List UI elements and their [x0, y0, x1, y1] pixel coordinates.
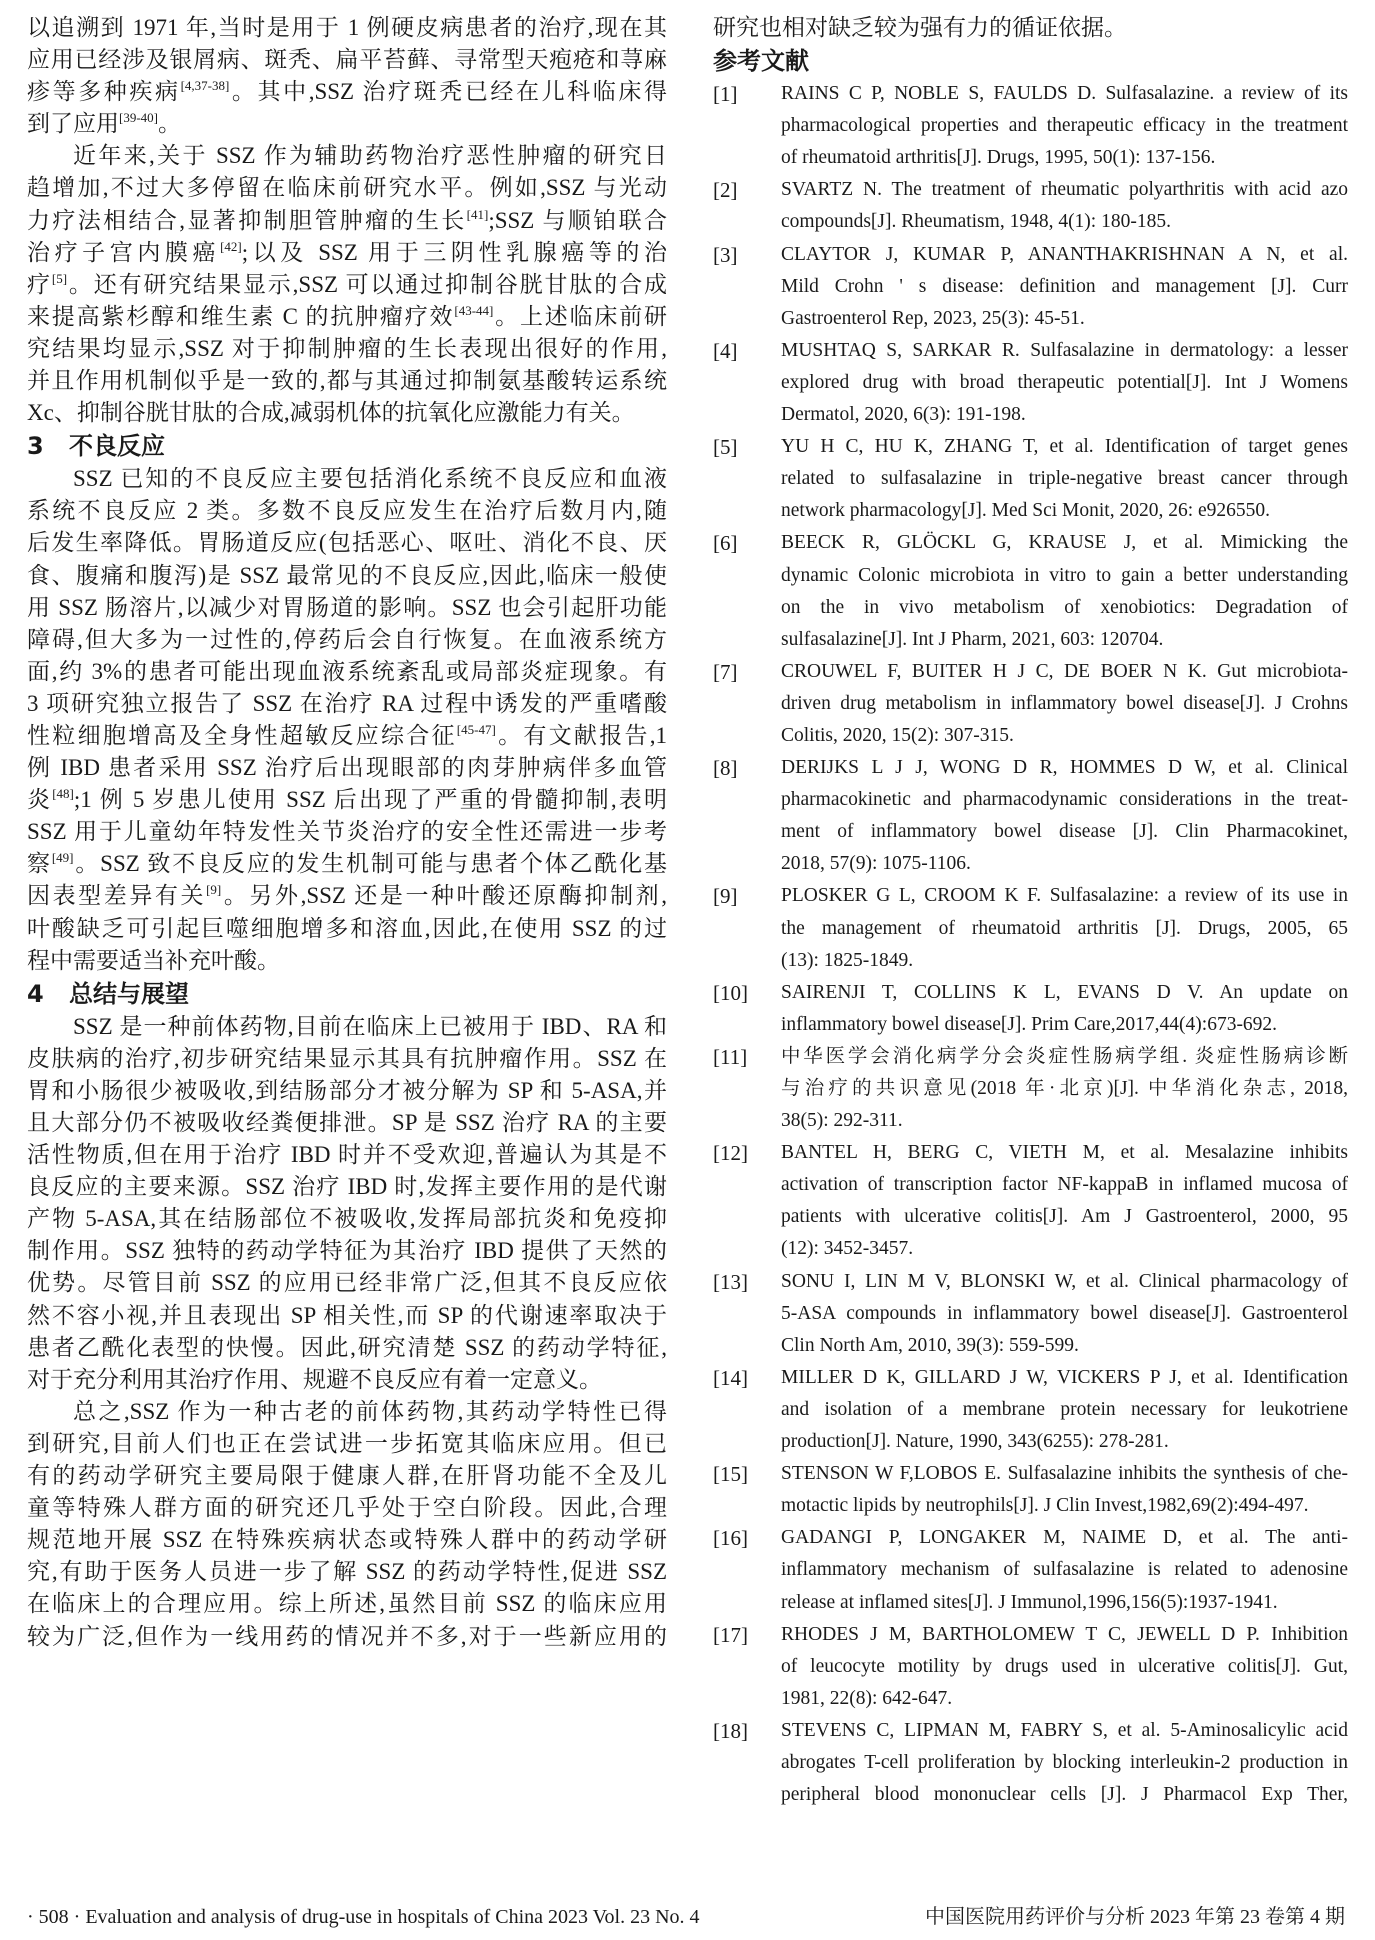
line-text: 到研究,目前人们也正在尝试进一步拓宽其临床应用。但已	[27, 1430, 667, 1456]
reference-item	[713, 335, 1348, 431]
reference-item	[713, 174, 1348, 238]
text-line	[27, 333, 667, 365]
line-text: 皮肤病的治疗,初步研究结果显示其具有抗肿瘤作用。SSZ 在	[27, 1045, 667, 1071]
line-text: 。另外,SSZ 还是一种叶酸还原酶抑制剂,	[221, 883, 668, 909]
line-text: 趋增加,不过大多停留在临床前研究水平。例如,SSZ 与光动	[27, 175, 667, 201]
line-text: 童等特殊人群方面的研究还几乎处于空白阶段。因此,合理	[27, 1495, 667, 1521]
line-text: 然不容小视,并且表现出 SP 相关性,而 SP 的代谢速率取决于	[27, 1302, 667, 1328]
text-line	[27, 592, 667, 624]
reference-line: PLOSKER G L, CROOM K F. Sulfasalazine: a review of its use in	[781, 885, 1348, 907]
line-text: 患者乙酰化表型的快慢。因此,研究清楚 SSZ 的药动学特征,	[27, 1334, 667, 1360]
reference-number: [10]	[713, 980, 748, 1005]
reference-number: [4]	[713, 338, 738, 363]
reference-number: [2]	[713, 178, 738, 203]
line-text: 障碍,但大多为一过性的,停药后会自行恢复。在血液系统方	[27, 626, 667, 652]
text-line	[27, 269, 667, 301]
line-text: 总之,SSZ 作为一种古老的前体药物,其药动学特性已得	[73, 1398, 667, 1424]
reference-line: MILLER D K, GILLARD J W, VICKERS P J, et al. Identification	[781, 1366, 1348, 1388]
line-text: 用 SSZ 肠溶片,以减少对胃肠道的影响。SSZ 也会引起肝功能	[27, 594, 667, 620]
text-line	[27, 1171, 667, 1203]
reference-line: on the in vivo metabolism of xenobiotics: Degradation of	[781, 596, 1348, 618]
text-line	[27, 301, 667, 333]
reference-item	[713, 1522, 1348, 1618]
line-text: 察	[27, 851, 52, 877]
text-line	[27, 1332, 667, 1364]
reference-line: CLAYTOR J, KUMAR P, ANANTHAKRISHNAN A N, et al.	[781, 243, 1348, 265]
text-line	[27, 1075, 667, 1107]
citation-link[interactable]: [9]	[206, 882, 222, 898]
reference-item	[713, 1715, 1348, 1811]
reference-line: pharmacological properties and therapeutic efficacy in the treatment	[781, 115, 1348, 137]
reference-line: pharmacokinetic and pharmacodynamic considerations in the treat-	[781, 789, 1348, 811]
text-line	[27, 140, 667, 172]
reference-item	[713, 239, 1348, 335]
reference-item	[713, 1362, 1348, 1458]
line-text: 性粒细胞增高及全身性超敏反应综合征	[27, 722, 457, 748]
line-text: 因表型差异有关	[27, 883, 207, 909]
reference-line: CROUWEL F, BUITER H J C, DE BOER N K. Gut microbiota-	[781, 660, 1348, 682]
reference-line: patients with ulcerative colitis[J]. Am J Gastroenterol, 2000, 95	[781, 1206, 1348, 1228]
paragraph	[27, 1011, 667, 1396]
line-text: ;SSZ 与顺铂联合	[488, 207, 667, 233]
reference-item	[713, 1041, 1348, 1137]
reference-line: (13): 1825-1849.	[781, 949, 914, 971]
section-number: 3	[27, 432, 44, 461]
line-text: 来提高紫杉醇和维生素 C 的抗肿瘤疗效	[27, 303, 455, 329]
line-text: 有的药动学研究主要局限于健康人群,在肝肾功能不全及儿	[27, 1463, 667, 1489]
line-text: 对于充分利用其治疗作用、规避不良反应有着一定意义。	[27, 1366, 602, 1392]
citation-link[interactable]: [43-44]	[454, 302, 494, 318]
line-text: 叶酸缺乏可引起巨噬细胞增多和溶血,因此,在使用 SSZ 的过	[27, 915, 667, 941]
reference-item	[713, 1458, 1348, 1522]
reference-line: 2018, 57(9): 1075-1106.	[781, 853, 971, 875]
line-text: 应用已经涉及银屑病、斑秃、扁平苔藓、寻常型天疱疮和荨麻	[27, 47, 667, 73]
right-column	[713, 12, 1348, 1811]
reference-item	[713, 656, 1348, 752]
citation-link[interactable]: [48]	[52, 786, 74, 802]
text-line	[27, 205, 667, 237]
line-text: 且大部分仍不被吸收经粪便排泄。SP 是 SSZ 治疗 RA 的主要	[27, 1110, 667, 1135]
text-line	[27, 1203, 667, 1235]
reference-line: SONU I, LIN M V, BLONSKI W, et al. Clinical pharmacology of	[781, 1270, 1348, 1292]
reference-number: [9]	[713, 884, 738, 909]
line-text: 。上述临床前研	[493, 303, 668, 329]
text-line	[27, 237, 667, 269]
text-line	[27, 720, 667, 752]
reference-line: BEECK R, GLÖCKL G, KRAUSE J, et al. Mimicking the	[781, 532, 1348, 554]
reference-list	[713, 78, 1348, 1811]
reference-line: activation of transcription factor NF-kappaB in inflamed mucosa of	[781, 1174, 1348, 1196]
reference-item	[713, 78, 1348, 174]
reference-number: [18]	[713, 1718, 748, 1743]
text-line	[27, 1235, 667, 1267]
text-line	[27, 1267, 667, 1299]
reference-line: inflammatory mechanism of sulfasalazine is related to adenosine	[781, 1559, 1348, 1581]
line-text: 。其中,SSZ 治疗斑秃已经在儿科临床得	[229, 79, 667, 105]
section-title: 不良反应	[69, 432, 165, 461]
references-heading: 参考文献	[713, 47, 809, 76]
section-title: 总结与展望	[69, 979, 189, 1008]
text-line	[27, 463, 667, 495]
line-text: 疹等多种疾病	[27, 79, 181, 105]
reference-number: [15]	[713, 1462, 748, 1487]
reference-line: STEVENS C, LIPMAN M, FABRY S, et al. 5-Aminosalicylic acid	[781, 1719, 1348, 1741]
reference-line: network pharmacology[J]. Med Sci Monit, 2020, 26: e926550.	[781, 500, 1271, 522]
line-text: 规范地开展 SSZ 在特殊疾病状态或特殊人群中的药动学研	[27, 1527, 667, 1553]
text-line	[27, 1011, 667, 1043]
text-line	[27, 752, 667, 784]
line-text: 。	[158, 111, 181, 137]
reference-item	[713, 977, 1348, 1041]
reference-line: GADANGI P, LONGAKER M, NAIME D, et al. The anti-	[781, 1527, 1348, 1549]
text-line	[27, 1396, 667, 1428]
reference-line: abrogates T-cell proliferation by blocking interleukin-2 production in	[781, 1751, 1348, 1773]
text-line	[27, 1043, 667, 1075]
reference-line: SAIRENJI T, COLLINS K L, EVANS D V. An update on	[781, 981, 1348, 1003]
text-line	[27, 1621, 667, 1653]
line-text: 优势。尽管目前 SSZ 的应用已经非常广泛,但其不良反应依	[27, 1270, 667, 1296]
text-line	[27, 527, 667, 559]
text-line	[27, 913, 667, 945]
text-line	[27, 1460, 667, 1492]
reference-line: related to sulfasalazine in triple-negative breast cancer through	[781, 468, 1348, 490]
paragraph	[27, 1396, 667, 1653]
reference-item	[713, 431, 1348, 527]
reference-line: driven drug metabolism in inflammatory bowel disease[J]. J Crohns	[781, 692, 1348, 714]
line-text: 在临床上的合理应用。综上所述,虽然目前 SSZ 的临床应用	[27, 1591, 667, 1617]
reference-item	[713, 880, 1348, 976]
reference-line: compounds[J]. Rheumatism, 1948, 4(1): 180-185.	[781, 211, 1171, 233]
line-text: ;1 例 5 岁患儿使用 SSZ 后出现了严重的骨髓抑制,表明	[73, 787, 668, 813]
text-line	[27, 76, 667, 108]
line-text: 究结果均显示,SSZ 对于抑制肿瘤的生长表现出很好的作用,	[27, 335, 667, 361]
citation-link[interactable]: [4,37-38]	[180, 78, 230, 94]
line-text: 疗	[27, 271, 52, 297]
line-text: 近年来,关于 SSZ 作为辅助药物治疗恶性肿瘤的研究日	[73, 143, 667, 169]
reference-line: dynamic Colonic microbiota in vitro to gain a better understanding	[781, 564, 1348, 586]
line-text: SSZ 已知的不良反应主要包括消化系统不良反应和血液	[73, 466, 667, 492]
text-line	[27, 624, 667, 656]
text-line	[27, 44, 667, 76]
line-text: 食、腹痛和腹泻)是 SSZ 最常见的不良反应,因此,临床一般使	[27, 562, 667, 588]
paragraph	[27, 12, 667, 140]
reference-line: of leucocyte motility by drugs used in ulcerative colitis[J]. Gut,	[781, 1655, 1348, 1677]
reference-number: [7]	[713, 659, 738, 684]
line-text: Xc、抑制谷胱甘肽的合成,减弱机体的抗氧化应激能力有关。	[27, 400, 635, 426]
text-line	[27, 1139, 667, 1171]
line-text: 炎	[27, 787, 53, 813]
citation-link[interactable]: [5]	[51, 270, 68, 286]
paragraph	[27, 140, 667, 429]
text-line	[27, 1107, 667, 1139]
reference-number: [17]	[713, 1622, 748, 1647]
page-footer	[0, 1902, 1375, 1932]
text-line	[27, 397, 667, 429]
reference-line: release at inflamed sites[J]. J Immunol,1996,156(5):1937-1941.	[781, 1591, 1278, 1613]
text-line	[27, 1588, 667, 1620]
reference-line: RHODES J M, BARTHOLOMEW T C, JEWELL D P. Inhibition	[781, 1623, 1348, 1645]
reference-line: sulfasalazine[J]. Int J Pharm, 2021, 603: 120704.	[781, 628, 1164, 650]
line-text: 程中需要适当补充叶酸。	[27, 947, 280, 973]
line-text: SSZ 用于儿童幼年特发性关节炎治疗的安全性还需进一步考	[27, 819, 667, 845]
line-text: 治疗子宫内膜癌	[27, 239, 221, 265]
reference-line: peripheral blood mononuclear cells [J]. J Pharmacol Exp Ther,	[781, 1784, 1348, 1806]
line-text: 例 IBD 患者采用 SSZ 治疗后出现眼部的肉芽肿病伴多血管	[27, 755, 667, 781]
line-text: 以追溯到 1971 年,当时是用于 1 例硬皮病患者的治疗,现在其	[27, 15, 667, 40]
text-line	[27, 495, 667, 527]
reference-line: Colitis, 2020, 15(2): 307-315.	[781, 724, 1014, 746]
line-text: 良反应的主要来源。SSZ 治疗 IBD 时,发挥主要作用的是代谢	[27, 1174, 667, 1200]
reference-line: STENSON W F,LOBOS E. Sulfasalazine inhibits the synthesis of che-	[781, 1463, 1348, 1485]
reference-line: 与治疗的共识意见(2018 年·北京)[J]. 中华消化杂志, 2018,	[781, 1078, 1348, 1099]
line-text: 。还有研究结果显示,SSZ 可以通过抑制谷胱甘肽的合成	[67, 271, 668, 297]
line-text: ;以及 SSZ 用于三阴性乳腺癌等的治	[241, 239, 667, 265]
reference-number: [3]	[713, 242, 738, 267]
line-text: 胃和小肠很少被吸收,到结肠部分才被分解为 SP 和 5-ASA,并	[27, 1077, 667, 1103]
line-text: 究,有助于医务人员进一步了解 SSZ 的药动学特性,促进 SSZ	[27, 1559, 667, 1585]
reference-line: production[J]. Nature, 1990, 343(6255): 278-281.	[781, 1431, 1169, 1453]
line-text: 活性物质,但在用于治疗 IBD 时并不受欢迎,普遍认为其是不	[27, 1142, 667, 1168]
line-text: 到了应用	[27, 111, 119, 137]
reference-number: [5]	[713, 435, 738, 460]
citation-link[interactable]: [41]	[466, 206, 489, 222]
line-text: 系统不良反应 2 类。多数不良反应发生在治疗后数月内,随	[27, 498, 667, 524]
text-line	[27, 816, 667, 848]
text-line	[27, 848, 667, 880]
line-text: 制作用。SSZ 独特的药动学特征为其治疗 IBD 提供了天然的	[27, 1238, 667, 1264]
citation-link[interactable]: [39-40]	[119, 110, 158, 126]
reference-number: [6]	[713, 531, 738, 556]
reference-line: Clin North Am, 2010, 39(3): 559-599.	[781, 1334, 1079, 1356]
line-text: 力疗法相结合,显著抑制胆管肿瘤的生长	[27, 207, 467, 233]
reference-line: Gastroenterol Rep, 2023, 25(3): 45-51.	[781, 307, 1085, 329]
reference-line: 5-ASA compounds in inflammatory bowel disease[J]. Gastroenterol	[781, 1302, 1348, 1324]
line-text: 后发生率降低。胃肠道反应(包括恶心、呕吐、消化不良、厌	[27, 530, 667, 556]
text-line	[27, 108, 667, 140]
citation-link[interactable]: [45-47]	[456, 721, 496, 737]
reference-line: motactic lipids by neutrophils[J]. J Clin Invest,1982,69(2):494-497.	[781, 1495, 1309, 1517]
text-line	[27, 365, 667, 397]
reference-line: 1981, 22(8): 642-647.	[781, 1687, 953, 1709]
line-text: 较为广泛,但作为一线用药的情况并不多,对于一些新应用的	[27, 1623, 667, 1649]
reference-line: Dermatol, 2020, 6(3): 191-198.	[781, 404, 1026, 426]
reference-line: DERIJKS L J J, WONG D R, HOMMES D W, et al. Clinical	[781, 757, 1348, 779]
left-column	[27, 12, 667, 1653]
text-line	[27, 560, 667, 592]
line-text: SSZ 是一种前体药物,目前在临床上已被用于 IBD、RA 和	[73, 1013, 667, 1039]
paragraph-continuation: 研究也相对缺乏较为强有力的循证依据。	[713, 15, 1127, 40]
reference-number: [14]	[713, 1365, 748, 1390]
reference-number: [8]	[713, 756, 738, 781]
text-line	[27, 12, 667, 44]
line-text: 。SSZ 致不良反应的发生机制可能与患者个体乙酰化基	[73, 851, 668, 877]
reference-line: 中华医学会消化病学分会炎症性肠病学组. 炎症性肠病诊断	[781, 1045, 1348, 1067]
reference-line: SVARTZ N. The treatment of rheumatic polyarthritis with acid azo	[781, 179, 1348, 201]
footer-journal-en: · 508 · Evaluation and analysis of drug-use in hospitals of China 2023 Vol. 23 No. 4	[27, 1906, 700, 1928]
text-line	[27, 656, 667, 688]
reference-line: Mild Crohn ' s disease: definition and management [J]. Curr	[781, 275, 1348, 297]
line-text: 面,约 3%的患者可能出现血液系统紊乱或局部炎症现象。有	[27, 658, 667, 684]
section-number: 4	[27, 979, 44, 1008]
reference-number: [13]	[713, 1269, 748, 1294]
reference-line: ment of inflammatory bowel disease [J]. Clin Pharmacokinet,	[781, 821, 1348, 843]
text-line	[27, 688, 667, 720]
line-text: 产物 5-ASA,其在结肠部位不被吸收,发挥局部抗炎和免疫抑	[27, 1206, 667, 1232]
line-text: 。有文献报告,1	[495, 722, 667, 748]
reference-line: (12): 3452-3457.	[781, 1238, 914, 1260]
reference-line: explored drug with broad therapeutic potential[J]. Int J Womens	[781, 371, 1348, 393]
reference-item	[713, 527, 1348, 655]
reference-item	[713, 1266, 1348, 1362]
text-line	[27, 945, 667, 977]
reference-line: RAINS C P, NOBLE S, FAULDS D. Sulfasalazine. a review of its	[781, 83, 1348, 105]
text-line	[27, 880, 667, 912]
citation-link[interactable]: [42]	[220, 238, 242, 254]
reference-line: MUSHTAQ S, SARKAR R. Sulfasalazine in dermatology: a lesser	[781, 339, 1348, 361]
text-line	[27, 1300, 667, 1332]
text-line	[27, 1524, 667, 1556]
paragraph	[27, 463, 667, 977]
reference-number: [16]	[713, 1526, 748, 1551]
text-line	[27, 1428, 667, 1460]
reference-line: and isolation of a membrane protein necessary for leukotriene	[781, 1398, 1348, 1420]
reference-item	[713, 1619, 1348, 1715]
text-line	[27, 172, 667, 204]
reference-number: [12]	[713, 1141, 748, 1166]
text-line	[27, 1556, 667, 1588]
reference-line: inflammatory bowel disease[J]. Prim Care,2017,44(4):673-692.	[781, 1013, 1278, 1035]
reference-line: YU H C, HU K, ZHANG T, et al. Identification of target genes	[781, 436, 1348, 458]
text-line	[27, 1364, 667, 1396]
reference-number: [11]	[713, 1044, 748, 1069]
section-heading	[27, 977, 667, 1011]
text-line	[27, 784, 667, 816]
reference-line: 38(5): 292-311.	[781, 1110, 903, 1132]
section-heading	[27, 429, 667, 463]
reference-line: the management of rheumatoid arthritis [J]. Drugs, 2005, 65	[781, 917, 1348, 939]
reference-line: of rheumatoid arthritis[J]. Drugs, 1995, 50(1): 137-156.	[781, 147, 1216, 169]
line-text: 并且作用机制似乎是一致的,都与其通过抑制氨基酸转运系统	[27, 368, 667, 394]
reference-number: [1]	[713, 82, 738, 107]
line-text: 3 项研究独立报告了 SSZ 在治疗 RA 过程中诱发的严重嗜酸	[27, 690, 667, 716]
footer-journal-cn: 中国医院用药评价与分析 2023 年第 23 卷第 4 期	[925, 1906, 1345, 1928]
citation-link[interactable]: [49]	[51, 850, 74, 866]
reference-item	[713, 1137, 1348, 1265]
reference-item	[713, 752, 1348, 880]
reference-line: BANTEL H, BERG C, VIETH M, et al. Mesalazine inhibits	[781, 1142, 1348, 1164]
text-line	[27, 1492, 667, 1524]
